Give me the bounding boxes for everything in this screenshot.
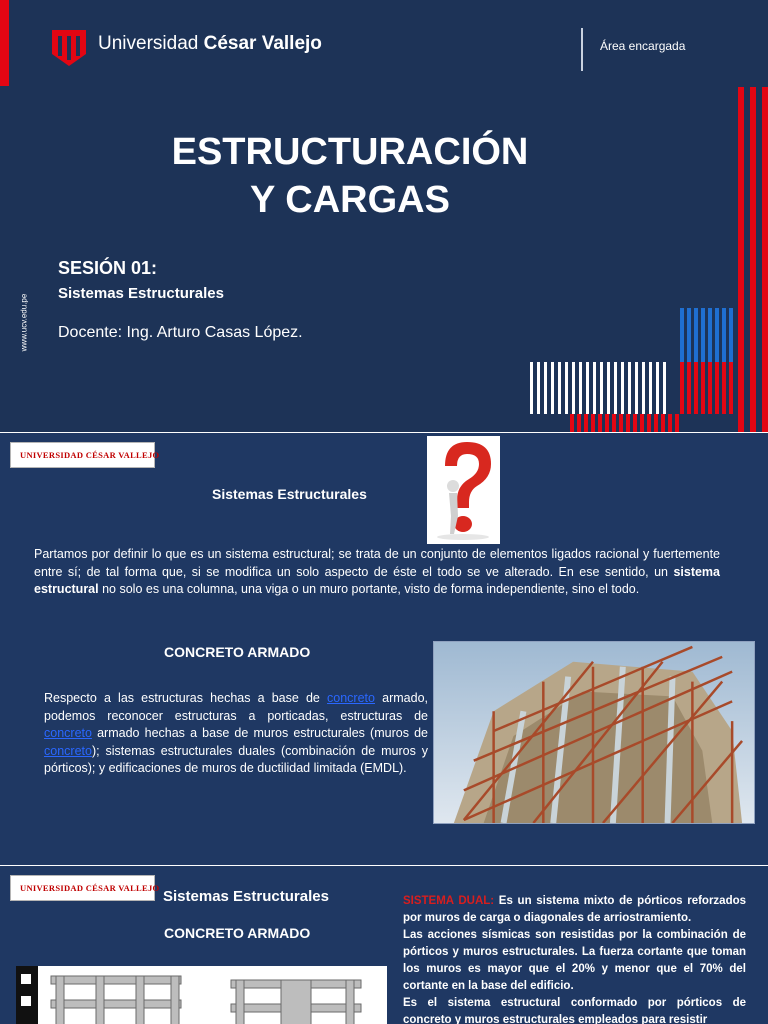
intro-paragraph: Partamos por definir lo que es un sistema estructural; se trata de un conjunto de elementos ligados racional y fuertemente entre sí; de tal forma que, si se modifica un solo aspecto de éste el todo se ve alterado. En ese sentido, un sistema estructural no solo es una columna, una viga o un muro portante, visto de forma independiente, sino el todo. bbox=[34, 547, 720, 596]
concreto-link[interactable]: concreto bbox=[44, 726, 92, 740]
website-url: www.ucv.edu.pe bbox=[19, 293, 29, 352]
title-slide bbox=[0, 0, 768, 432]
concrete-paragraph: Respecto a las estructuras hechas a base de concreto armado, podemos reconocer estructuras a porticadas, estructuras de concreto armado hechas a base de muros estructurales (muros de concreto); sistemas estructurales duales (combinación de muros y pórticos); y edificaciones de muros de ductilidad limitada (EMDL). bbox=[44, 691, 428, 775]
teacher-name: Docente: Ing. Arturo Casas López. bbox=[58, 324, 303, 341]
dual-system-slide bbox=[0, 866, 768, 1024]
decorative-stripes bbox=[520, 80, 768, 432]
slide-title: Sistemas Estructurales bbox=[163, 888, 329, 905]
ucv-logo-icon bbox=[52, 30, 86, 66]
red-accent-bar bbox=[0, 0, 9, 86]
ucv-logo: UNIVERSIDAD CÉSAR VALLEJO bbox=[10, 442, 155, 468]
section-heading: CONCRETO ARMADO bbox=[164, 644, 311, 660]
question-mark-figure-image bbox=[427, 436, 500, 544]
slide-title: Sistemas Estructurales bbox=[212, 486, 367, 502]
scaffolding-photo bbox=[433, 641, 755, 824]
area-label: Área encargada bbox=[600, 39, 686, 53]
ucv-logo: UNIVERSIDAD CÉSAR VALLEJO bbox=[10, 875, 155, 901]
structural-systems-slide bbox=[0, 433, 768, 865]
session-label: SESIÓN 01: bbox=[58, 258, 158, 278]
dual-system-label: SISTEMA DUAL: bbox=[403, 895, 495, 907]
frame-structure-diagram bbox=[16, 966, 387, 1024]
header-divider bbox=[581, 28, 583, 71]
session-subtitle: Sistemas Estructurales bbox=[58, 285, 224, 302]
concreto-link[interactable]: concreto bbox=[44, 743, 92, 758]
university-name: Universidad César Vallejo bbox=[98, 33, 322, 54]
section-heading: CONCRETO ARMADO bbox=[164, 925, 311, 941]
concreto-link[interactable]: concreto bbox=[327, 691, 375, 705]
slide-title: ESTRUCTURACIÓN Y CARGAS bbox=[171, 131, 529, 221]
dual-system-text: SISTEMA DUAL: Es un sistema mixto de pórticos reforzados por muros de carga o diagonales de arriostramiento. Las acciones sísmicas son resistidas por la combinación de pórticos y muros estructurales. La fuerza cortante que toman los muros es mayor que el 20% y menor que el 70% del cortante en la base del edificio. Es el sistema estructural conformado por pórticos de concreto y muros estructurales empleados para resistir bbox=[403, 895, 747, 1024]
